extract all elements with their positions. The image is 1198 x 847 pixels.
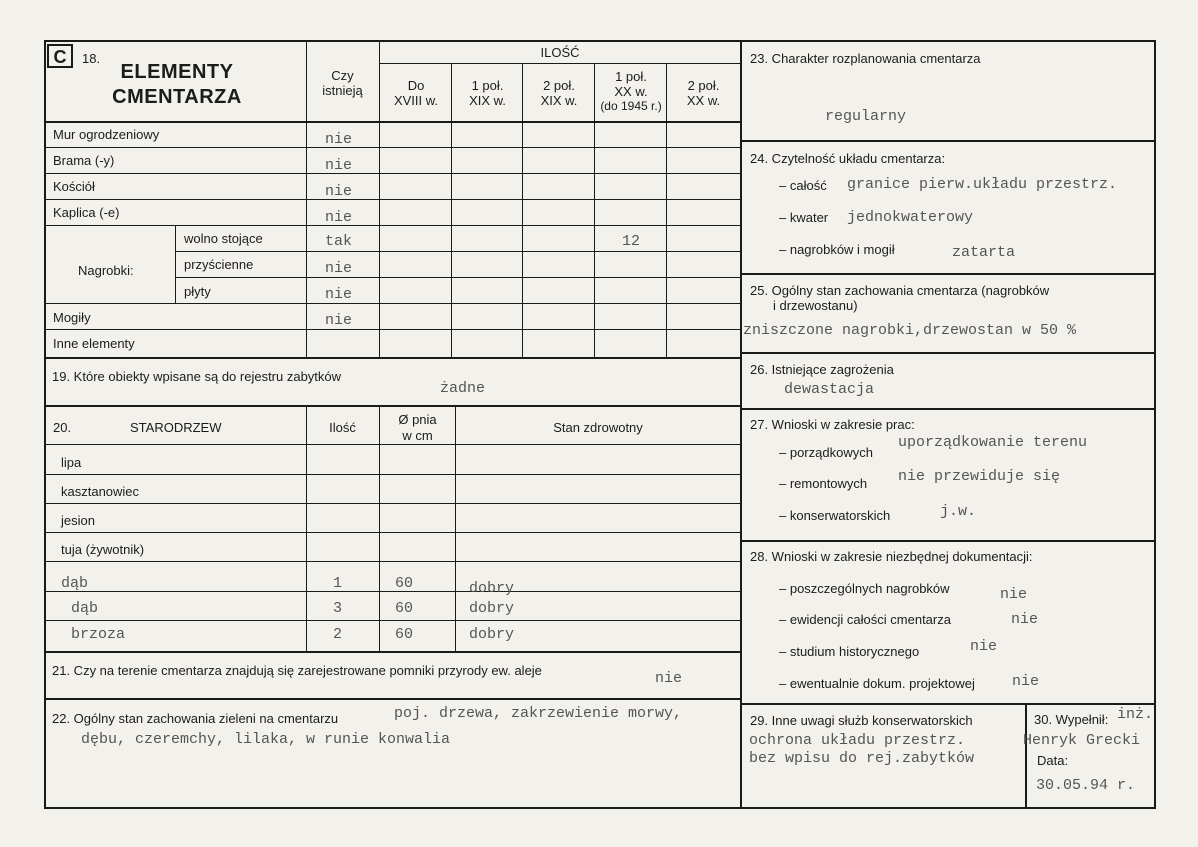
s18-title-line2: CMENTARZA (112, 86, 242, 108)
s28-item-value: nie (1000, 586, 1028, 603)
s20-row-line (44, 474, 740, 475)
col5-l1: 2 poł. (687, 78, 720, 93)
s23-label: 23. Charakter rozplanowania cmentarza (750, 51, 981, 66)
s18-number: 18. (82, 51, 101, 66)
s24-label: 24. Czytelność układu cmentarza: (750, 151, 946, 166)
tree-entry-qty: 3 (333, 600, 343, 617)
s18-ilosc-header: ILOŚĆ (540, 45, 580, 60)
row-value: nie (325, 183, 353, 200)
s18-row-line (44, 173, 740, 174)
col4-l2: XX w. (614, 84, 648, 99)
s23-bottom (740, 140, 1156, 142)
col3-l2: XIX w. (540, 93, 578, 108)
s18-nagrobki-divider (175, 225, 176, 303)
s18-row-line (44, 303, 740, 304)
nagrobki-label: Nagrobki: (78, 263, 134, 278)
tree-name: tuja (żywotnik) (61, 542, 145, 557)
s20-row-line (44, 532, 740, 533)
s26-value: dewastacja (784, 381, 875, 398)
row-label: płyty (184, 284, 211, 299)
tree-entry-pnia: 60 (395, 600, 414, 617)
s20-h-ilosc: Ilość (329, 420, 356, 435)
tree-entry-name: dąb (61, 575, 89, 592)
s28-item-value: nie (970, 638, 998, 655)
s19-value: żadne (440, 380, 486, 397)
tree-entry-stan: dobry (469, 600, 515, 617)
col5-l2: XX w. (686, 93, 721, 108)
s27-item-value: nie przewiduje się (898, 468, 1061, 485)
s25-bottom (740, 352, 1156, 354)
col2-l2: XIX w. (469, 93, 506, 108)
s22-label: 22. Ogólny stan zachowania zieleni na cmentarzu (52, 711, 339, 726)
s21-label: 21. Czy na terenie cmentarza znajdują się zarejestrowane pomniki przyrody ew. aleje (52, 663, 542, 678)
s19-bottom (44, 405, 740, 407)
s18-row-line (175, 251, 740, 252)
s20-vline (455, 405, 456, 651)
s28-label: 28. Wnioski w zakresie niezbędnej dokumentacji: (750, 549, 1033, 564)
s29-label: 29. Inne uwagi służb konserwatorskich (750, 713, 973, 728)
s28-bottom (740, 703, 1156, 705)
tree-name: kasztanowiec (61, 484, 140, 499)
s27-item-value: uporządkowanie terenu (898, 434, 1088, 451)
col2-l1: 1 poł. (471, 78, 504, 93)
col1-l2: XVIII w. (393, 93, 439, 108)
tree-entry-name: brzoza (71, 626, 126, 643)
s29-value-line2: bez wpisu do rej.zabytków (749, 750, 975, 767)
s18-ilosc-underline (379, 63, 740, 64)
row-value: tak (325, 233, 353, 250)
s25-label-line1: 25. Ogólny stan zachowania cmentarza (nagrobków (750, 283, 1050, 298)
tree-entry-pnia: 60 (395, 626, 414, 643)
s27-bottom (740, 540, 1156, 542)
row-value: nie (325, 260, 353, 277)
s24-bottom (740, 273, 1156, 275)
s28-item-label: – poszczególnych nagrobków (779, 581, 950, 596)
s29-value-line1: ochrona układu przestrz. (749, 732, 966, 749)
row-value: nie (325, 209, 353, 226)
s27-item-label: – konserwatorskich (779, 508, 891, 523)
s18-row-line (44, 329, 740, 330)
s24-item-value: jednokwaterowy (847, 209, 974, 226)
s24-item-value: granice pierw.układu przestrz. (847, 176, 1118, 193)
row-value: nie (325, 312, 353, 329)
card-letter: C (47, 44, 73, 68)
s30-title: inż. (1117, 706, 1154, 723)
s27-label: 27. Wnioski w zakresie prac: (750, 417, 915, 432)
s19-top (44, 357, 740, 359)
s18-czy-line2: istnieją (322, 83, 363, 98)
s20-h-stan: Stan zdrowotny (553, 420, 643, 435)
s20-row-line (44, 444, 740, 445)
s20-vline (306, 405, 307, 651)
tree-name: jesion (61, 513, 95, 528)
s20-row-line (44, 591, 740, 592)
row-label: przyścienne (184, 257, 254, 272)
row-label: Brama (-y) (53, 153, 115, 168)
s20-h-pnia1: Ø pnia (398, 412, 437, 427)
s26-bottom (740, 408, 1156, 410)
s28-item-value: nie (1012, 673, 1040, 690)
s18-vline-2 (451, 63, 452, 357)
col1-l1: Do (407, 78, 425, 93)
s30-label: 30. Wypełnił: (1034, 712, 1109, 727)
row-value: nie (325, 131, 353, 148)
s18-row-line (44, 147, 740, 148)
row-label: Kaplica (-e) (53, 205, 120, 220)
s20-vline (379, 405, 380, 651)
s18-czy-line1: Czy (331, 68, 354, 83)
s18-header-bottom (44, 121, 740, 123)
tree-entry-stan: dobry (469, 580, 515, 597)
row-label: wolno stojące (184, 231, 263, 246)
s28-item-label: – ewentualnie dokum. projektowej (779, 676, 975, 691)
s18-row-line (175, 277, 740, 278)
tree-entry-pnia: 60 (395, 575, 414, 592)
s20-number: 20. (53, 420, 72, 435)
s18-vline-3 (522, 63, 523, 357)
s26-label: 26. Istniejące zagrożenia (750, 362, 894, 377)
s18-vline-4 (594, 63, 595, 357)
s28-item-label: – ewidencji całości cmentarza (779, 612, 951, 627)
s21-bottom (44, 698, 740, 700)
s21-top (44, 651, 740, 653)
row-label: Inne elementy (53, 336, 135, 351)
row-qty: 12 (621, 233, 640, 250)
s23-value: regularny (825, 108, 907, 125)
column-divider (740, 40, 742, 809)
s24-item-label: – kwater (779, 210, 829, 225)
row-label: Mogiły (53, 310, 91, 325)
row-value: nie (325, 157, 353, 174)
s24-item-label: – nagrobków i mogił (779, 242, 895, 257)
s30-name: Henryk Grecki (1023, 732, 1141, 749)
s19-label: 19. Które obiekty wpisane są do rejestru zabytków (52, 369, 342, 384)
s18-title-line1: ELEMENTY (120, 61, 234, 83)
s27-item-label: – remontowych (779, 476, 868, 491)
row-value: nie (325, 286, 353, 303)
tree-entry-qty: 1 (333, 575, 343, 592)
row-label: Mur ogrodzeniowy (53, 127, 160, 142)
s18-vline-5 (666, 63, 667, 357)
col4-l1: 1 poł. (615, 69, 647, 84)
tree-entry-qty: 2 (333, 626, 343, 643)
tree-entry-name: dąb (71, 600, 99, 617)
s18-row-line (44, 199, 740, 200)
row-label: Kościół (53, 179, 95, 194)
s20-row-line (44, 561, 740, 562)
s27-item-label: – porządkowych (779, 445, 873, 460)
s29-s30-divider (1025, 703, 1027, 809)
s18-row-line (44, 225, 740, 226)
tree-entry-stan: dobry (469, 626, 515, 643)
tree-name: lipa (61, 455, 82, 470)
s20-h-pnia2: w cm (402, 428, 433, 443)
s27-item-value: j.w. (940, 503, 977, 520)
s30-date-value: 30.05.94 r. (1036, 777, 1136, 794)
s25-label-line2: i drzewostanu) (773, 298, 858, 313)
s22-value-line2: dębu, czeremchy, lilaka, w runie konwalia (81, 731, 451, 748)
col4-l3: (do 1945 r.) (600, 99, 662, 113)
s30-date-label: Data: (1037, 753, 1069, 768)
s20-row-line (44, 503, 740, 504)
s20-title: STARODRZEW (130, 420, 222, 435)
s22-value-line1: poj. drzewa, zakrzewienie morwy, (394, 705, 683, 722)
s25-value: zniszczone nagrobki,drzewostan w 50 % (743, 322, 1077, 339)
s24-item-label: – całość (779, 178, 827, 193)
s24-item-value: zatarta (952, 244, 1016, 261)
s20-row-line (44, 620, 740, 621)
col3-l1: 2 poł. (543, 78, 575, 93)
s21-value: nie (655, 670, 683, 687)
s28-item-value: nie (1011, 611, 1039, 628)
s28-item-label: – studium historycznego (779, 644, 920, 659)
